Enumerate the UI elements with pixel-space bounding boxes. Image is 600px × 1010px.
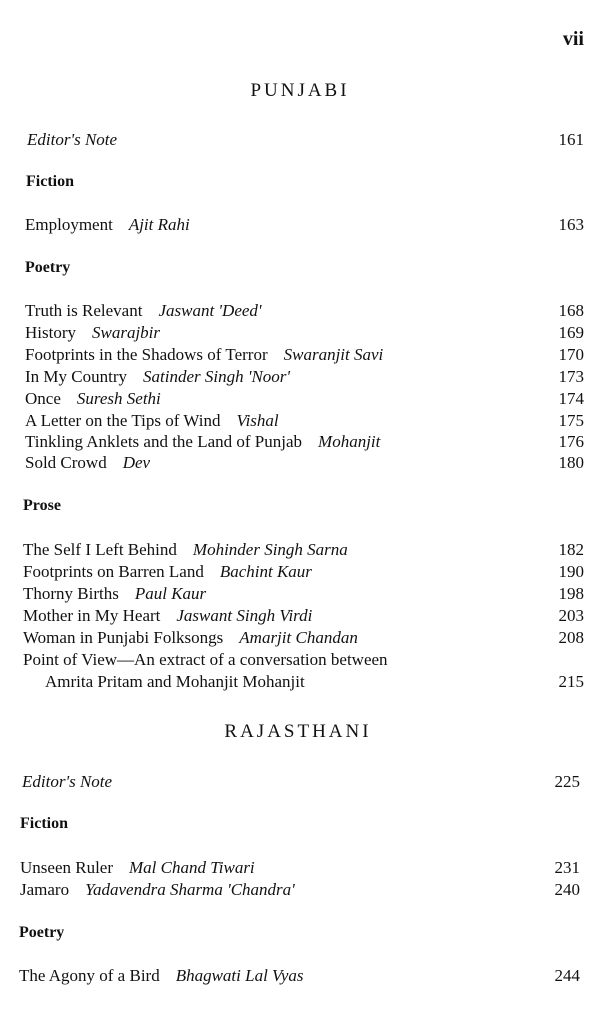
- toc-entry[interactable]: [25, 214, 584, 236]
- entry-page: 182: [558, 540, 584, 559]
- entry-title: Woman in Punjabi Folksongs: [23, 628, 224, 647]
- entry-author: Jaswant 'Deed': [158, 301, 262, 320]
- entry-author: Vishal: [236, 411, 279, 430]
- section-title-punjabi: PUNJABI: [250, 80, 350, 101]
- entry-page: 170: [558, 345, 584, 364]
- entry-author: Mohinder Singh Sarna: [192, 540, 348, 559]
- entry-author: Paul Kaur: [134, 584, 207, 603]
- entry-title: The Agony of a Bird: [19, 966, 160, 985]
- toc-entry[interactable]: [19, 965, 580, 987]
- entry-page: 244: [554, 966, 580, 985]
- toc-entry[interactable]: [23, 539, 584, 561]
- toc-entry[interactable]: [25, 322, 584, 344]
- entry-page: 190: [558, 562, 584, 581]
- entry-author: Swaranjit Savi: [283, 345, 384, 364]
- editors-note-page: 161: [558, 130, 584, 149]
- section-title-rajasthani: RAJASTHANI: [224, 721, 372, 742]
- entry-title: Sold Crowd: [25, 453, 107, 472]
- entry-title: In My Country: [25, 367, 127, 386]
- toc-entry[interactable]: [25, 300, 584, 322]
- toc-entry[interactable]: [23, 561, 584, 583]
- entry-page: 203: [558, 606, 584, 625]
- heading-prose-punjabi: Prose: [23, 497, 61, 514]
- entry-author: Satinder Singh 'Noor': [143, 367, 291, 386]
- entry-title: History: [25, 323, 76, 342]
- toc-entry[interactable]: [25, 431, 584, 453]
- heading-fiction-punjabi: Fiction: [26, 173, 74, 190]
- editors-note-label: Editor's Note: [27, 130, 118, 149]
- entry-page: 208: [558, 628, 584, 647]
- entry-title: Employment: [25, 215, 113, 234]
- entry-author: Mal Chand Tiwari: [129, 858, 255, 877]
- toc-entry[interactable]: [25, 452, 584, 474]
- entry-author: Swarajbir: [92, 323, 161, 342]
- toc-entry[interactable]: [25, 344, 584, 366]
- toc-entry[interactable]: [23, 583, 584, 605]
- entry-author: Jaswant Singh Virdi: [176, 606, 313, 625]
- entry-page: 174: [558, 389, 584, 408]
- entry-page: 231: [554, 858, 580, 877]
- entry-author: Dev: [122, 453, 151, 472]
- toc-entry[interactable]: [20, 879, 580, 901]
- entry-title-line2: Amrita Pritam and Mohanjit Mohanjit: [45, 672, 305, 691]
- entry-title: Once: [25, 389, 61, 408]
- entry-page: 168: [558, 301, 584, 320]
- heading-fiction-rajasthani: Fiction: [20, 815, 68, 832]
- entry-page: 173: [558, 367, 584, 386]
- toc-entry[interactable]: [20, 857, 580, 879]
- toc-entry-point-of-view[interactable]: [23, 649, 584, 671]
- toc-entry[interactable]: [23, 605, 584, 627]
- entry-page: 176: [558, 432, 584, 451]
- toc-entry[interactable]: [23, 627, 584, 649]
- entry-author: Bhagwati Lal Vyas: [175, 966, 304, 985]
- editors-note-punjabi[interactable]: [27, 129, 584, 151]
- entry-title: Tinkling Anklets and the Land of Punjab: [25, 432, 303, 451]
- entry-title: Thorny Births: [23, 584, 119, 603]
- entry-author: Bachint Kaur: [219, 562, 312, 581]
- editors-note-label: Editor's Note: [22, 772, 113, 791]
- entry-title: Jamaro: [20, 880, 70, 899]
- entry-page: 169: [558, 323, 584, 342]
- entry-title: The Self I Left Behind: [23, 540, 177, 559]
- heading-poetry-rajasthani: Poetry: [19, 924, 65, 941]
- entry-author: Yadavendra Sharma 'Chandra': [85, 880, 295, 899]
- entry-title: Truth is Relevant: [25, 301, 143, 320]
- entry-author: Ajit Rahi: [128, 215, 190, 234]
- editors-note-rajasthani[interactable]: [22, 771, 580, 793]
- entry-title: A Letter on the Tips of Wind: [25, 411, 221, 430]
- editors-note-page: 225: [554, 772, 580, 791]
- entry-author: Mohanjit: [318, 432, 381, 451]
- toc-entry[interactable]: [25, 366, 584, 388]
- toc-entry[interactable]: [25, 388, 584, 410]
- toc-entry[interactable]: [25, 410, 584, 432]
- page-number: vii: [562, 28, 584, 50]
- entry-page: 163: [558, 215, 584, 234]
- entry-page: 198: [558, 584, 584, 603]
- toc-entry-point-of-view-cont[interactable]: [45, 671, 584, 693]
- entry-page: 215: [558, 672, 584, 691]
- entry-author: Amarjit Chandan: [239, 628, 358, 647]
- entry-author: Suresh Sethi: [76, 389, 161, 408]
- entry-page: 240: [554, 880, 580, 899]
- entry-title: Unseen Ruler: [20, 858, 114, 877]
- entry-title: Footprints on Barren Land: [23, 562, 204, 581]
- entry-page: 175: [558, 411, 584, 430]
- entry-page: 180: [558, 453, 584, 472]
- heading-poetry-punjabi: Poetry: [25, 259, 71, 276]
- entry-title-line1: Point of View—An extract of a conversation between: [23, 650, 388, 669]
- entry-title: Mother in My Heart: [23, 606, 161, 625]
- entry-title: Footprints in the Shadows of Terror: [25, 345, 268, 364]
